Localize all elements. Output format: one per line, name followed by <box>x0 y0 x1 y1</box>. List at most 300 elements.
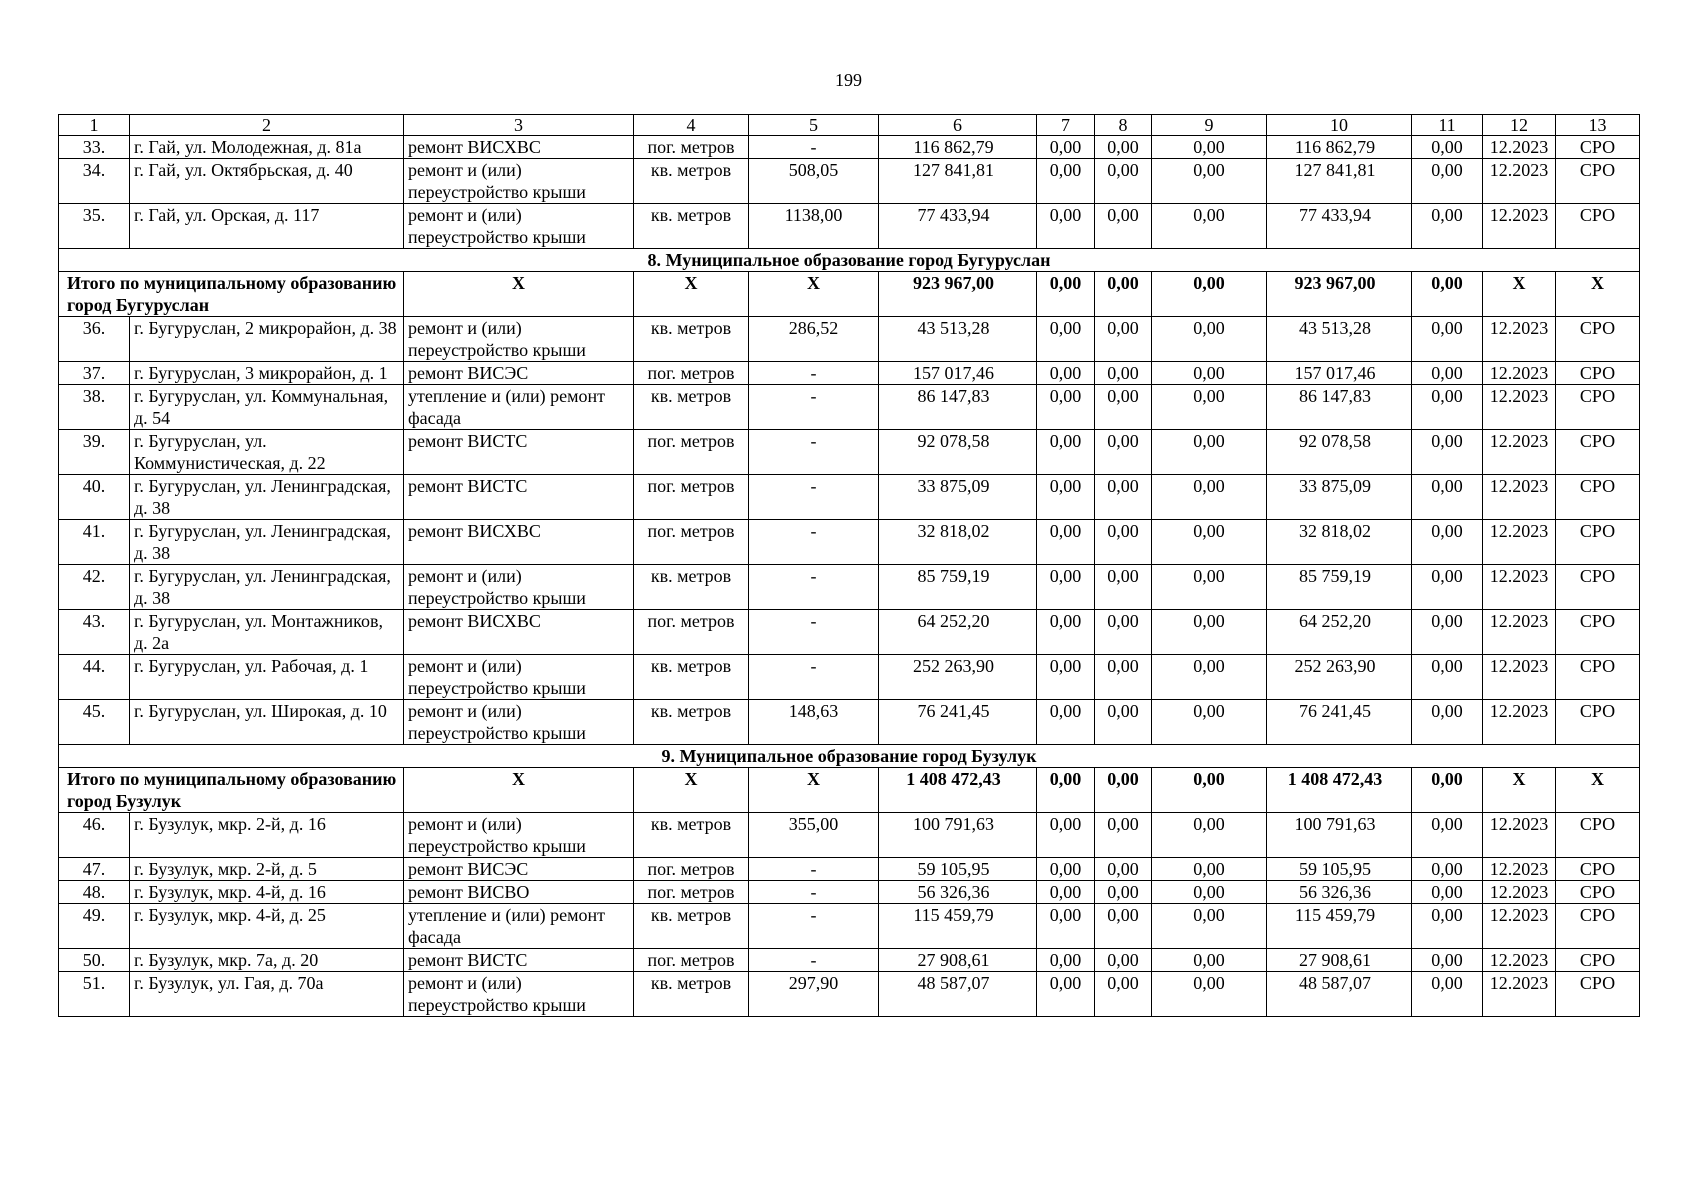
cell-col9: 0,00 <box>1152 858 1267 881</box>
cell-work-type: ремонт ВИСХВС <box>404 520 634 565</box>
cell-col7: 0,00 <box>1037 904 1095 949</box>
cell-address: г. Бугуруслан, ул. Коммунистическая, д. 22 <box>130 430 404 475</box>
cell-total-cost: 32 818,02 <box>879 520 1037 565</box>
cell-completion-date: 12.2023 <box>1483 204 1556 249</box>
cell-unit: кв. метров <box>634 385 749 430</box>
cell-completion-date: 12.2023 <box>1483 520 1556 565</box>
column-header: 13 <box>1556 115 1640 136</box>
cell-col7: 0,00 <box>1037 949 1095 972</box>
cell-address: г. Бугуруслан, ул. Ленинградская, д. 38 <box>130 520 404 565</box>
cell-address: г. Бугуруслан, ул. Ленинградская, д. 38 <box>130 475 404 520</box>
cell-completion-date: 12.2023 <box>1483 881 1556 904</box>
cell-row-number: 41. <box>59 520 130 565</box>
cell-total-cost: 252 263,90 <box>879 655 1037 700</box>
cell-completion-date: 12.2023 <box>1483 565 1556 610</box>
cell-x: X <box>404 272 634 317</box>
table-row <box>59 430 1640 475</box>
table-row <box>59 655 1640 700</box>
cell-total-cost: 923 967,00 <box>879 272 1037 317</box>
column-header: 6 <box>879 115 1037 136</box>
cell-col11: 0,00 <box>1412 813 1483 858</box>
cell-col9: 0,00 <box>1152 159 1267 204</box>
cell-col8: 0,00 <box>1095 520 1152 565</box>
cell-col9: 0,00 <box>1152 610 1267 655</box>
cell-col10: 56 326,36 <box>1267 881 1412 904</box>
cell-col8: 0,00 <box>1095 949 1152 972</box>
cell-completion-date: 12.2023 <box>1483 362 1556 385</box>
cell-col9: 0,00 <box>1152 768 1267 813</box>
cell-work-type: ремонт и (или) переустройство крыши <box>404 655 634 700</box>
cell-row-number: 39. <box>59 430 130 475</box>
cell-unit: пог. метров <box>634 136 749 159</box>
cell-unit: кв. метров <box>634 159 749 204</box>
cell-work-type: ремонт ВИСХВС <box>404 136 634 159</box>
cell-row-number: 48. <box>59 881 130 904</box>
cell-col9: 0,00 <box>1152 475 1267 520</box>
cell-x: X <box>1556 768 1640 813</box>
column-header: 12 <box>1483 115 1556 136</box>
cell-executor: СРО <box>1556 972 1640 1017</box>
cell-work-type: ремонт и (или) переустройство крыши <box>404 159 634 204</box>
cell-unit: пог. метров <box>634 949 749 972</box>
cell-address: г. Бузулук, мкр. 2-й, д. 16 <box>130 813 404 858</box>
cell-col7: 0,00 <box>1037 813 1095 858</box>
cell-completion-date: 12.2023 <box>1483 475 1556 520</box>
cell-work-type: ремонт ВИСВО <box>404 881 634 904</box>
cell-row-number: 38. <box>59 385 130 430</box>
table-row <box>59 881 1640 904</box>
cell-quantity: - <box>749 136 879 159</box>
cell-completion-date: 12.2023 <box>1483 610 1556 655</box>
cell-col10: 27 908,61 <box>1267 949 1412 972</box>
cell-col10: 86 147,83 <box>1267 385 1412 430</box>
cell-row-number: 51. <box>59 972 130 1017</box>
cell-completion-date: 12.2023 <box>1483 949 1556 972</box>
cell-x: X <box>749 768 879 813</box>
section-heading-row <box>59 249 1640 272</box>
cell-work-type: ремонт ВИСЭС <box>404 858 634 881</box>
cell-col11: 0,00 <box>1412 204 1483 249</box>
cell-work-type: ремонт ВИСХВС <box>404 610 634 655</box>
cell-col8: 0,00 <box>1095 385 1152 430</box>
cell-col7: 0,00 <box>1037 565 1095 610</box>
cell-address: г. Бугуруслан, ул. Широкая, д. 10 <box>130 700 404 745</box>
cell-col9: 0,00 <box>1152 655 1267 700</box>
cell-executor: СРО <box>1556 655 1640 700</box>
cell-work-type: ремонт ВИСТС <box>404 475 634 520</box>
cell-executor: СРО <box>1556 317 1640 362</box>
section-heading-row <box>59 745 1640 768</box>
cell-executor: СРО <box>1556 136 1640 159</box>
cell-col11: 0,00 <box>1412 272 1483 317</box>
cell-col10: 33 875,09 <box>1267 475 1412 520</box>
cell-col9: 0,00 <box>1152 700 1267 745</box>
cell-x: X <box>634 768 749 813</box>
cell-col7: 0,00 <box>1037 520 1095 565</box>
table-row <box>59 385 1640 430</box>
section-title: 9. Муниципальное образование город Бузулук <box>59 745 1640 768</box>
cell-work-type: ремонт и (или) переустройство крыши <box>404 972 634 1017</box>
cell-col10: 100 791,63 <box>1267 813 1412 858</box>
cell-work-type: ремонт и (или) переустройство крыши <box>404 204 634 249</box>
cell-row-number: 33. <box>59 136 130 159</box>
cell-col9: 0,00 <box>1152 565 1267 610</box>
cell-address: г. Бугуруслан, ул. Монтажников, д. 2а <box>130 610 404 655</box>
cell-col7: 0,00 <box>1037 362 1095 385</box>
cell-unit: пог. метров <box>634 520 749 565</box>
cell-col10: 92 078,58 <box>1267 430 1412 475</box>
cell-col10: 252 263,90 <box>1267 655 1412 700</box>
cell-quantity: 355,00 <box>749 813 879 858</box>
cell-executor: СРО <box>1556 362 1640 385</box>
section-title: 8. Муниципальное образование город Бугуруслан <box>59 249 1640 272</box>
cell-row-number: 43. <box>59 610 130 655</box>
cell-col9: 0,00 <box>1152 949 1267 972</box>
cell-col7: 0,00 <box>1037 272 1095 317</box>
table-row <box>59 700 1640 745</box>
cell-col8: 0,00 <box>1095 858 1152 881</box>
column-number-row <box>59 115 1640 136</box>
cell-unit: кв. метров <box>634 317 749 362</box>
cell-col8: 0,00 <box>1095 136 1152 159</box>
cell-total-cost: 100 791,63 <box>879 813 1037 858</box>
cell-x: X <box>634 272 749 317</box>
cell-quantity: - <box>749 904 879 949</box>
cell-col8: 0,00 <box>1095 317 1152 362</box>
column-header: 11 <box>1412 115 1483 136</box>
cell-quantity: 297,90 <box>749 972 879 1017</box>
capital-repair-table <box>58 114 1640 1017</box>
subtotal-label: Итого по муниципальному образованию город Бугуруслан <box>59 272 404 317</box>
cell-col9: 0,00 <box>1152 904 1267 949</box>
cell-col8: 0,00 <box>1095 881 1152 904</box>
cell-col11: 0,00 <box>1412 430 1483 475</box>
cell-work-type: ремонт ВИСЭС <box>404 362 634 385</box>
cell-col11: 0,00 <box>1412 317 1483 362</box>
cell-unit: кв. метров <box>634 700 749 745</box>
cell-quantity: - <box>749 385 879 430</box>
cell-address: г. Бузулук, мкр. 4-й, д. 16 <box>130 881 404 904</box>
cell-col8: 0,00 <box>1095 610 1152 655</box>
cell-unit: кв. метров <box>634 972 749 1017</box>
table-row <box>59 904 1640 949</box>
cell-quantity: - <box>749 520 879 565</box>
cell-col11: 0,00 <box>1412 700 1483 745</box>
column-header: 2 <box>130 115 404 136</box>
cell-quantity: - <box>749 362 879 385</box>
cell-col9: 0,00 <box>1152 813 1267 858</box>
cell-row-number: 44. <box>59 655 130 700</box>
column-header: 7 <box>1037 115 1095 136</box>
cell-col10: 157 017,46 <box>1267 362 1412 385</box>
cell-col9: 0,00 <box>1152 385 1267 430</box>
cell-work-type: ремонт и (или) переустройство крыши <box>404 317 634 362</box>
table-row <box>59 520 1640 565</box>
cell-unit: пог. метров <box>634 610 749 655</box>
cell-col10: 64 252,20 <box>1267 610 1412 655</box>
cell-work-type: ремонт ВИСТС <box>404 430 634 475</box>
cell-total-cost: 43 513,28 <box>879 317 1037 362</box>
cell-unit: пог. метров <box>634 881 749 904</box>
cell-col7: 0,00 <box>1037 768 1095 813</box>
cell-unit: пог. метров <box>634 475 749 520</box>
cell-col9: 0,00 <box>1152 272 1267 317</box>
column-header: 10 <box>1267 115 1412 136</box>
subtotal-row <box>59 272 1640 317</box>
cell-col10: 923 967,00 <box>1267 272 1412 317</box>
cell-col8: 0,00 <box>1095 972 1152 1017</box>
cell-col7: 0,00 <box>1037 700 1095 745</box>
cell-completion-date: 12.2023 <box>1483 159 1556 204</box>
cell-completion-date: 12.2023 <box>1483 972 1556 1017</box>
table-body <box>59 115 1640 1017</box>
cell-quantity: 286,52 <box>749 317 879 362</box>
table-row <box>59 813 1640 858</box>
column-header: 4 <box>634 115 749 136</box>
table-row <box>59 362 1640 385</box>
cell-address: г. Бузулук, мкр. 4-й, д. 25 <box>130 904 404 949</box>
cell-address: г. Гай, ул. Молодежная, д. 81а <box>130 136 404 159</box>
cell-total-cost: 76 241,45 <box>879 700 1037 745</box>
cell-total-cost: 64 252,20 <box>879 610 1037 655</box>
cell-address: г. Бузулук, ул. Гая, д. 70а <box>130 972 404 1017</box>
cell-executor: СРО <box>1556 700 1640 745</box>
cell-col7: 0,00 <box>1037 204 1095 249</box>
cell-col9: 0,00 <box>1152 972 1267 1017</box>
cell-executor: СРО <box>1556 520 1640 565</box>
cell-col11: 0,00 <box>1412 136 1483 159</box>
cell-col9: 0,00 <box>1152 881 1267 904</box>
cell-col8: 0,00 <box>1095 475 1152 520</box>
cell-total-cost: 56 326,36 <box>879 881 1037 904</box>
cell-quantity: - <box>749 949 879 972</box>
cell-col11: 0,00 <box>1412 768 1483 813</box>
cell-x: X <box>1483 768 1556 813</box>
cell-address: г. Бугуруслан, 2 микрорайон, д. 38 <box>130 317 404 362</box>
cell-col11: 0,00 <box>1412 858 1483 881</box>
cell-unit: кв. метров <box>634 813 749 858</box>
cell-col7: 0,00 <box>1037 655 1095 700</box>
cell-completion-date: 12.2023 <box>1483 430 1556 475</box>
cell-row-number: 34. <box>59 159 130 204</box>
cell-address: г. Бугуруслан, ул. Рабочая, д. 1 <box>130 655 404 700</box>
cell-col11: 0,00 <box>1412 520 1483 565</box>
cell-total-cost: 127 841,81 <box>879 159 1037 204</box>
cell-total-cost: 27 908,61 <box>879 949 1037 972</box>
table-row <box>59 317 1640 362</box>
cell-quantity: - <box>749 881 879 904</box>
cell-col8: 0,00 <box>1095 159 1152 204</box>
cell-unit: кв. метров <box>634 204 749 249</box>
cell-col10: 1 408 472,43 <box>1267 768 1412 813</box>
cell-col11: 0,00 <box>1412 972 1483 1017</box>
cell-col10: 127 841,81 <box>1267 159 1412 204</box>
cell-col10: 115 459,79 <box>1267 904 1412 949</box>
cell-total-cost: 48 587,07 <box>879 972 1037 1017</box>
cell-unit: пог. метров <box>634 858 749 881</box>
cell-quantity: 1138,00 <box>749 204 879 249</box>
cell-col7: 0,00 <box>1037 858 1095 881</box>
cell-unit: пог. метров <box>634 362 749 385</box>
cell-col7: 0,00 <box>1037 881 1095 904</box>
cell-col11: 0,00 <box>1412 565 1483 610</box>
cell-completion-date: 12.2023 <box>1483 655 1556 700</box>
cell-col8: 0,00 <box>1095 430 1152 475</box>
cell-col10: 32 818,02 <box>1267 520 1412 565</box>
cell-col11: 0,00 <box>1412 881 1483 904</box>
cell-x: X <box>404 768 634 813</box>
cell-address: г. Бугуруслан, ул. Коммунальная, д. 54 <box>130 385 404 430</box>
cell-col10: 116 862,79 <box>1267 136 1412 159</box>
cell-col11: 0,00 <box>1412 159 1483 204</box>
cell-completion-date: 12.2023 <box>1483 385 1556 430</box>
cell-col8: 0,00 <box>1095 204 1152 249</box>
cell-work-type: ремонт и (или) переустройство крыши <box>404 813 634 858</box>
cell-col9: 0,00 <box>1152 204 1267 249</box>
cell-work-type: ремонт и (или) переустройство крыши <box>404 565 634 610</box>
cell-col11: 0,00 <box>1412 949 1483 972</box>
cell-col10: 48 587,07 <box>1267 972 1412 1017</box>
cell-col11: 0,00 <box>1412 610 1483 655</box>
cell-col9: 0,00 <box>1152 520 1267 565</box>
cell-col7: 0,00 <box>1037 385 1095 430</box>
table-row <box>59 565 1640 610</box>
cell-quantity: - <box>749 565 879 610</box>
cell-row-number: 36. <box>59 317 130 362</box>
cell-address: г. Бугуруслан, ул. Ленинградская, д. 38 <box>130 565 404 610</box>
cell-work-type: ремонт ВИСТС <box>404 949 634 972</box>
cell-row-number: 46. <box>59 813 130 858</box>
cell-row-number: 40. <box>59 475 130 520</box>
column-header: 5 <box>749 115 879 136</box>
cell-completion-date: 12.2023 <box>1483 136 1556 159</box>
cell-quantity: - <box>749 610 879 655</box>
cell-executor: СРО <box>1556 904 1640 949</box>
cell-quantity: - <box>749 475 879 520</box>
cell-col7: 0,00 <box>1037 136 1095 159</box>
table-row <box>59 136 1640 159</box>
cell-work-type: утепление и (или) ремонт фасада <box>404 904 634 949</box>
cell-col11: 0,00 <box>1412 385 1483 430</box>
cell-col9: 0,00 <box>1152 317 1267 362</box>
cell-row-number: 50. <box>59 949 130 972</box>
cell-row-number: 37. <box>59 362 130 385</box>
cell-x: X <box>1483 272 1556 317</box>
subtotal-label: Итого по муниципальному образованию город Бузулук <box>59 768 404 813</box>
table-row <box>59 858 1640 881</box>
cell-col11: 0,00 <box>1412 362 1483 385</box>
cell-total-cost: 116 862,79 <box>879 136 1037 159</box>
cell-work-type: утепление и (или) ремонт фасада <box>404 385 634 430</box>
cell-executor: СРО <box>1556 881 1640 904</box>
column-header: 9 <box>1152 115 1267 136</box>
cell-total-cost: 77 433,94 <box>879 204 1037 249</box>
column-header: 3 <box>404 115 634 136</box>
cell-x: X <box>749 272 879 317</box>
cell-row-number: 45. <box>59 700 130 745</box>
cell-col8: 0,00 <box>1095 904 1152 949</box>
subtotal-row <box>59 768 1640 813</box>
cell-col11: 0,00 <box>1412 655 1483 700</box>
table-row <box>59 949 1640 972</box>
cell-total-cost: 85 759,19 <box>879 565 1037 610</box>
cell-total-cost: 1 408 472,43 <box>879 768 1037 813</box>
table-row <box>59 159 1640 204</box>
cell-executor: СРО <box>1556 159 1640 204</box>
table-row <box>59 475 1640 520</box>
cell-address: г. Гай, ул. Октябрьская, д. 40 <box>130 159 404 204</box>
cell-col8: 0,00 <box>1095 362 1152 385</box>
cell-address: г. Гай, ул. Орская, д. 117 <box>130 204 404 249</box>
cell-executor: СРО <box>1556 475 1640 520</box>
cell-executor: СРО <box>1556 385 1640 430</box>
cell-col9: 0,00 <box>1152 430 1267 475</box>
cell-x: X <box>1556 272 1640 317</box>
cell-executor: СРО <box>1556 610 1640 655</box>
cell-total-cost: 59 105,95 <box>879 858 1037 881</box>
cell-col8: 0,00 <box>1095 655 1152 700</box>
cell-completion-date: 12.2023 <box>1483 904 1556 949</box>
cell-col7: 0,00 <box>1037 610 1095 655</box>
cell-col8: 0,00 <box>1095 700 1152 745</box>
cell-address: г. Бузулук, мкр. 7а, д. 20 <box>130 949 404 972</box>
cell-quantity: - <box>749 655 879 700</box>
cell-row-number: 47. <box>59 858 130 881</box>
cell-completion-date: 12.2023 <box>1483 858 1556 881</box>
cell-col7: 0,00 <box>1037 317 1095 362</box>
cell-address: г. Бузулук, мкр. 2-й, д. 5 <box>130 858 404 881</box>
column-header: 8 <box>1095 115 1152 136</box>
cell-total-cost: 86 147,83 <box>879 385 1037 430</box>
cell-col8: 0,00 <box>1095 813 1152 858</box>
cell-executor: СРО <box>1556 430 1640 475</box>
cell-executor: СРО <box>1556 949 1640 972</box>
cell-total-cost: 92 078,58 <box>879 430 1037 475</box>
cell-row-number: 35. <box>59 204 130 249</box>
cell-executor: СРО <box>1556 565 1640 610</box>
cell-address: г. Бугуруслан, 3 микрорайон, д. 1 <box>130 362 404 385</box>
cell-col11: 0,00 <box>1412 904 1483 949</box>
cell-col10: 43 513,28 <box>1267 317 1412 362</box>
cell-quantity: - <box>749 430 879 475</box>
cell-unit: кв. метров <box>634 904 749 949</box>
cell-quantity: 148,63 <box>749 700 879 745</box>
cell-executor: СРО <box>1556 813 1640 858</box>
cell-total-cost: 115 459,79 <box>879 904 1037 949</box>
cell-row-number: 49. <box>59 904 130 949</box>
table-row <box>59 204 1640 249</box>
cell-col10: 85 759,19 <box>1267 565 1412 610</box>
cell-col8: 0,00 <box>1095 768 1152 813</box>
cell-col7: 0,00 <box>1037 159 1095 204</box>
cell-executor: СРО <box>1556 858 1640 881</box>
table-row <box>59 972 1640 1017</box>
cell-col7: 0,00 <box>1037 475 1095 520</box>
cell-completion-date: 12.2023 <box>1483 813 1556 858</box>
cell-unit: пог. метров <box>634 430 749 475</box>
cell-total-cost: 157 017,46 <box>879 362 1037 385</box>
cell-col11: 0,00 <box>1412 475 1483 520</box>
cell-executor: СРО <box>1556 204 1640 249</box>
cell-work-type: ремонт и (или) переустройство крыши <box>404 700 634 745</box>
cell-col10: 59 105,95 <box>1267 858 1412 881</box>
cell-col8: 0,00 <box>1095 565 1152 610</box>
page-number: 199 <box>835 70 862 90</box>
cell-col10: 76 241,45 <box>1267 700 1412 745</box>
cell-unit: кв. метров <box>634 655 749 700</box>
cell-col7: 0,00 <box>1037 430 1095 475</box>
column-header: 1 <box>59 115 130 136</box>
